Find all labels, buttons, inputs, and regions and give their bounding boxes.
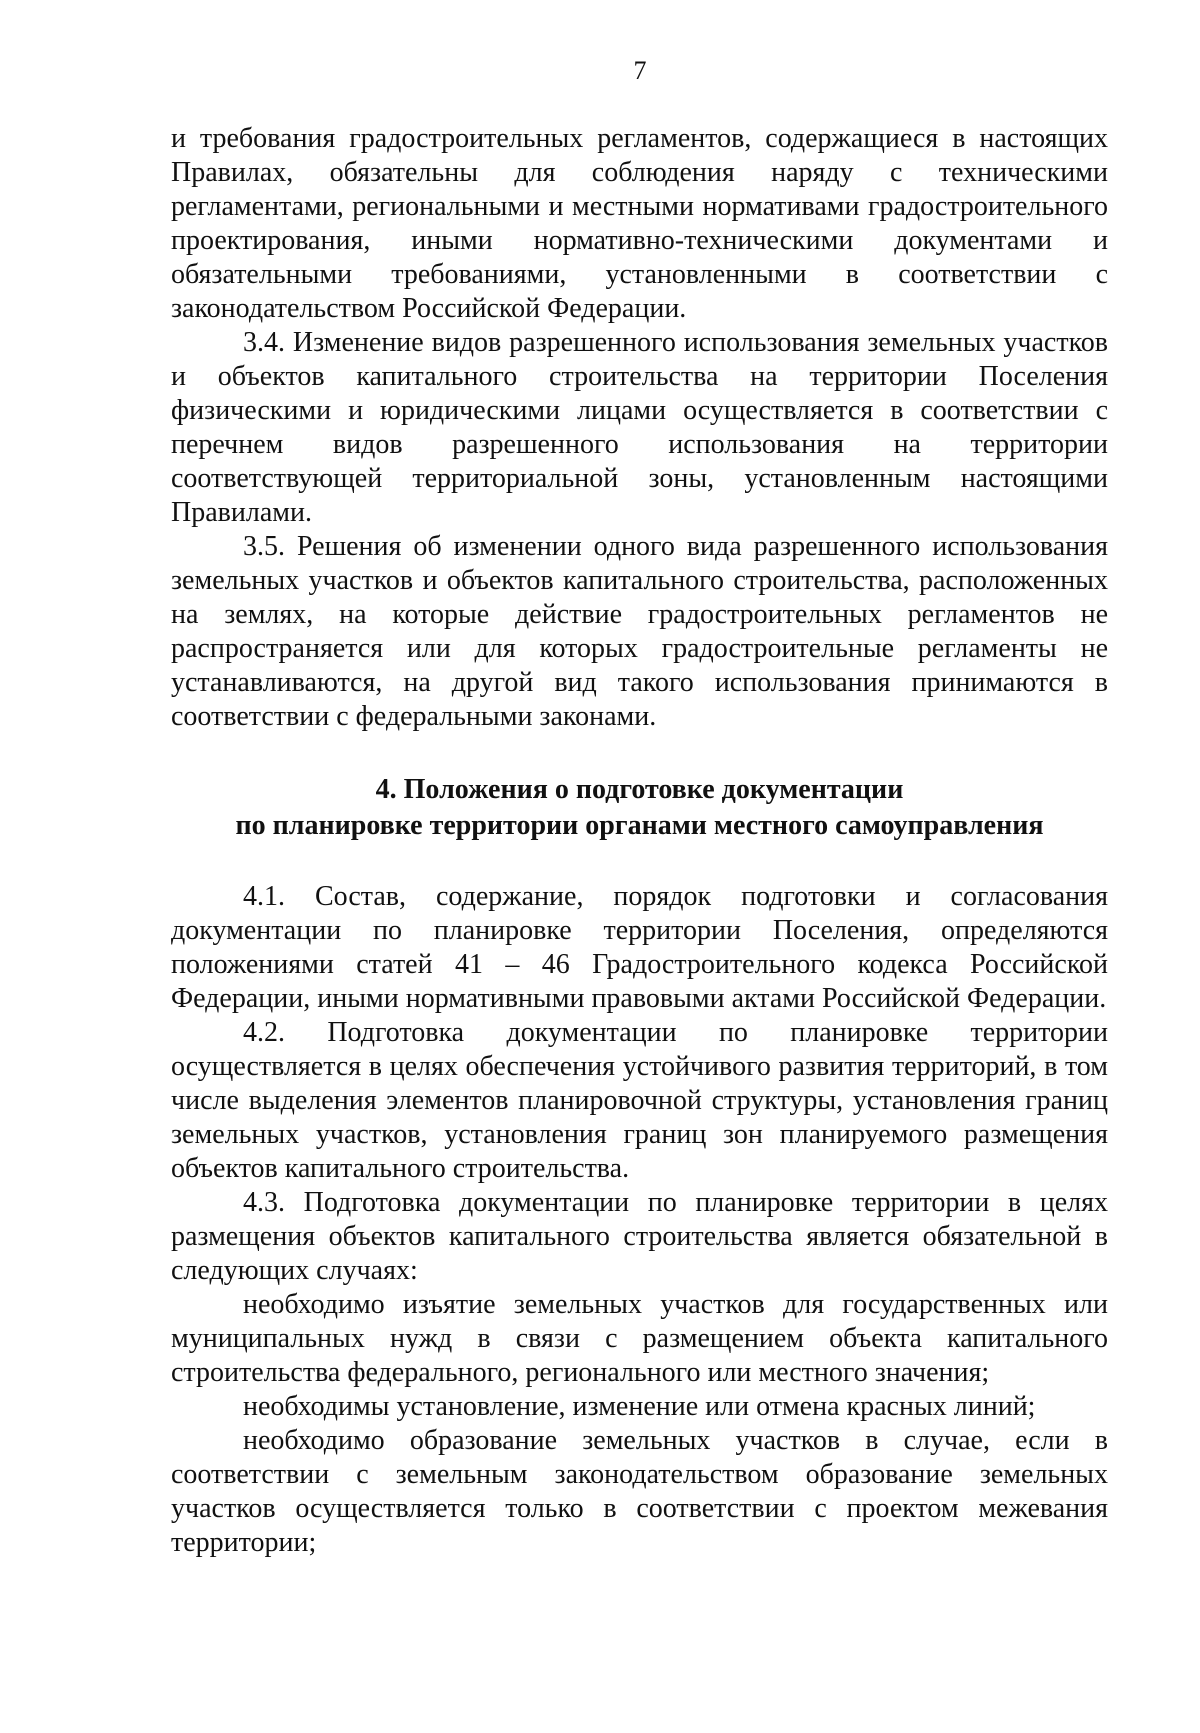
section-heading-line-1: 4. Положения о подготовке документации — [375, 774, 904, 805]
section-heading — [171, 772, 1108, 844]
paragraph-4-3: 4.3. Подготовка документации по планировке территории в целях размещения объектов капитального строительства является обязательной в следующих случаях: — [171, 1187, 1108, 1286]
paragraph-4-1: 4.1. Состав, содержание, порядок подготовки и согласования документации по планировке территории Поселения, определяются положениями статей 41 – 46 Градостроительного кодекса Российской Федерации, иными нормативными правовыми актами Российской Федерации. — [171, 881, 1108, 1014]
document-body — [171, 122, 1108, 1560]
list-item-land-formation: необходимо образование земельных участков в случае, если в соответствии с земельным законодательством образование земельных участков осуществляется только в соответствии с проектом межевания территории; — [171, 1425, 1108, 1558]
paragraph-4-2: 4.2. Подготовка документации по планировке территории осуществляется в целях обеспечения устойчивого развития территорий, в том числе выделения элементов планировочной структуры, установления границ земельных участков, установления границ зон планируемого размещения объектов капитального строительства. — [171, 1017, 1108, 1184]
spacer — [171, 734, 1108, 772]
paragraph-3-5: 3.5. Решения об изменении одного вида разрешенного использования земельных участков и объектов капитального строительства, расположенных на землях, на которые действие градостроительных регламентов не распространяется или для которых градостроительные регламенты не устанавливаются, на другой вид такого использования принимаются в соответствии с федеральными законами. — [171, 531, 1108, 732]
spacer — [171, 844, 1108, 880]
list-item-red-lines: необходимы установление, изменение или отмена красных линий; — [243, 1391, 1036, 1422]
list-item-seizure: необходимо изъятие земельных участков для государственных или муниципальных нужд в связи с размещением объекта капитального строительства федерального, регионального или местного значения; — [171, 1289, 1108, 1388]
page-number: 7 — [633, 56, 647, 85]
paragraph-continuation: и требования градостроительных регламентов, содержащиеся в настоящих Правилах, обязательны для соблюдения наряду с техническими регламентами, региональными и местными нормативами градостроительного проектирования, иными нормативно-техническими документами и обязательными требованиями, установленными в соответствии с законодательством Российской Федерации. — [171, 123, 1108, 324]
section-heading-line-2: по планировке территории органами местного самоуправления — [235, 810, 1044, 841]
paragraph-3-4: 3.4. Изменение видов разрешенного использования земельных участков и объектов капитального строительства на территории Поселения физическими и юридическими лицами осуществляется в соответствии с перечнем видов разрешенного использования на территории соответствующей территориальной зоны, установленным настоящими Правилами. — [171, 327, 1108, 528]
